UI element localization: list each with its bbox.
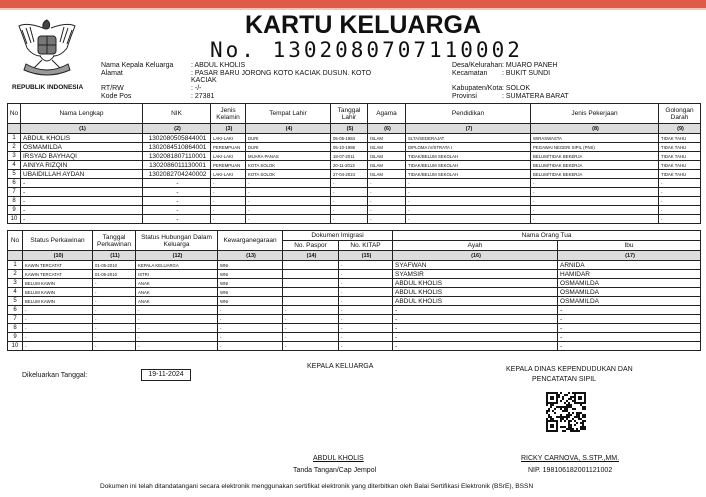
table-cell: 1302082704240002: [143, 170, 211, 179]
table-cell: -: [339, 288, 393, 297]
table-cell: LAKI-LAKI: [211, 134, 246, 143]
table-cell: -: [23, 342, 93, 351]
header-status-perkawinan: Status Perkawinan: [23, 231, 93, 251]
table-cell: TIDAK/BELUM SEKOLAH: [406, 170, 531, 179]
table-cell: ISLAM: [368, 152, 406, 161]
column-number: (17): [558, 251, 701, 261]
column-number: [8, 124, 21, 134]
qr-code-icon: [546, 392, 586, 432]
table-cell: SYAMSIR: [393, 270, 558, 279]
table-cell: -: [339, 297, 393, 306]
table-cell: -: [339, 324, 393, 333]
value-rtrw: : -/-: [191, 85, 202, 92]
header-col-5: Tanggal Lahir: [331, 104, 368, 124]
table-cell: -: [246, 197, 331, 206]
table-cell: ANAK: [136, 288, 218, 297]
column-number: (6): [368, 124, 406, 134]
table-cell: -: [23, 324, 93, 333]
table-cell: -: [659, 206, 701, 215]
table-cell: ISLAM: [368, 170, 406, 179]
table-cell: 3: [8, 152, 21, 161]
column-number: (16): [393, 251, 558, 261]
table-cell: WNI: [218, 261, 283, 270]
label-nama-kepala: Nama Kepala Keluarga: [101, 62, 174, 69]
table-cell: -: [136, 315, 218, 324]
table-cell: -: [331, 197, 368, 206]
table-row: [8, 315, 701, 324]
table-cell: -: [93, 315, 136, 324]
table-cell: -: [283, 315, 339, 324]
table-cell: -: [368, 197, 406, 206]
table-cell: LAKI-LAKI: [211, 170, 246, 179]
table-cell: AINIYA RIZQIN: [21, 161, 143, 170]
table-cell: PEREMPUAN: [211, 143, 246, 152]
column-number: (3): [211, 124, 246, 134]
table-row: [8, 279, 701, 288]
kepala-keluarga-caption: Tanda Tangan/Cap Jempol: [293, 467, 377, 474]
table-cell: -: [93, 324, 136, 333]
label-kabupaten: Kabupaten/Kota: [452, 85, 503, 92]
header-no-paspor: No. Paspor: [283, 241, 339, 251]
table-cell: -: [283, 306, 339, 315]
table-cell: 27-04-2024: [331, 170, 368, 179]
table-cell: -: [406, 206, 531, 215]
table-cell: [283, 261, 339, 270]
table-row: [8, 261, 701, 270]
table-cell: KAWIN TERCATAT: [23, 270, 93, 279]
table-cell: -: [218, 324, 283, 333]
table-cell: -: [136, 306, 218, 315]
label-rtrw: RT/RW: [101, 85, 124, 92]
table-cell: [283, 288, 339, 297]
table-cell: IRSYAD BAYHAQI: [21, 152, 143, 161]
table-cell: -: [218, 333, 283, 342]
table-cell: 8: [8, 324, 23, 333]
table-cell: ABDUL KHOLIS: [393, 279, 558, 288]
table-cell: -: [339, 342, 393, 351]
table-cell: -: [283, 342, 339, 351]
table-cell: -: [211, 188, 246, 197]
table-cell: -: [21, 215, 143, 224]
table-cell: -: [339, 315, 393, 324]
table-cell: -: [393, 306, 558, 315]
table-cell: -: [406, 188, 531, 197]
table-row: [8, 170, 701, 179]
label-provinsi: Provinsi: [452, 93, 477, 100]
table-cell: -: [531, 188, 659, 197]
table-row: [8, 270, 701, 279]
header-col-6: Agama: [368, 104, 406, 124]
header-ibu: Ibu: [558, 241, 701, 251]
table-cell: -: [659, 188, 701, 197]
table-cell: -: [143, 179, 211, 188]
table-cell: ISLAM: [368, 143, 406, 152]
table-cell: -: [136, 333, 218, 342]
column-number: (14): [283, 251, 339, 261]
table-cell: BELUM/TIDAK BEKERJA: [531, 170, 659, 179]
header-col-3: Jenis Kelamin: [211, 104, 246, 124]
table-cell: -: [21, 206, 143, 215]
value-kecamatan: : BUKIT SUNDI: [502, 69, 551, 77]
table-cell: ABDUL KHOLIS: [393, 288, 558, 297]
table-cell: -: [531, 206, 659, 215]
table-cell: -: [93, 297, 136, 306]
table-cell: BELUM/TIDAK BEKERJA: [531, 152, 659, 161]
header-nama-orang-tua: Nama Orang Tua: [393, 231, 701, 241]
column-number: (2): [143, 124, 211, 134]
table-cell: -: [406, 215, 531, 224]
table-cell: ANAK: [136, 297, 218, 306]
label-alamat: Alamat: [101, 69, 123, 77]
table-cell: WNI: [218, 297, 283, 306]
table-cell: LAKI-LAKI: [211, 152, 246, 161]
table-cell: -: [331, 206, 368, 215]
table-cell: -: [246, 206, 331, 215]
column-number: (13): [218, 251, 283, 261]
table-cell: ABDUL KHOLIS: [393, 297, 558, 306]
column-number: (12): [136, 251, 218, 261]
table-cell: -: [93, 279, 136, 288]
table-cell: -: [531, 215, 659, 224]
table-cell: -: [211, 197, 246, 206]
table-row: [8, 134, 701, 143]
table-cell: KEPALA KELUARGA: [136, 261, 218, 270]
table-cell: -: [23, 315, 93, 324]
table-cell: -: [136, 342, 218, 351]
label-kode-pos: Kode Pos: [101, 93, 132, 100]
value-nama-kepala: : ABDUL KHOLIS: [191, 62, 246, 69]
table-cell: WNI: [218, 288, 283, 297]
table-row: [8, 152, 701, 161]
table-cell: -: [558, 333, 701, 342]
table-cell: -: [93, 306, 136, 315]
dinas-head-name: RICKY CARNOVA, S.STP.,MM.: [521, 455, 620, 462]
table-row: [8, 288, 701, 297]
table-cell: WNI: [218, 279, 283, 288]
table-cell: TIDAK TAHU: [659, 134, 701, 143]
table-cell: SLTA/SEDERAJAT: [406, 134, 531, 143]
table-row: [8, 161, 701, 170]
table-cell: [283, 297, 339, 306]
table-cell: ABDUL KHOLIS: [21, 134, 143, 143]
table-row: [8, 342, 701, 351]
table-cell: 5: [8, 170, 21, 179]
dinas-title-1: KEPALA DINAS KEPENDUDUKAN DAN: [506, 366, 633, 373]
table-cell: WIRASWASTA: [531, 134, 659, 143]
table-cell: KAWIN TERCATAT: [23, 261, 93, 270]
header-tanggal-perkawinan: Tanggal Perkawinan: [93, 231, 136, 251]
table-cell: -: [143, 197, 211, 206]
header-col-1: Nama Lengkap: [21, 104, 143, 124]
table-cell: -: [558, 324, 701, 333]
dinas-title-2: PENCATATAN SIPIL: [532, 376, 597, 383]
table-cell: -: [339, 333, 393, 342]
table-cell: 10: [8, 215, 21, 224]
table-cell: -: [393, 333, 558, 342]
header-col-2: NIK: [143, 104, 211, 124]
family-members-table: [7, 103, 701, 224]
table-cell: -: [143, 215, 211, 224]
table-cell: OSMAMILDA: [558, 288, 701, 297]
table-cell: -: [331, 215, 368, 224]
table-cell: -: [283, 324, 339, 333]
table-cell: -: [211, 206, 246, 215]
table-row: [8, 206, 701, 215]
table-cell: -: [21, 188, 143, 197]
table-cell: -: [246, 179, 331, 188]
e-signature-note: Dokumen ini telah ditandatangani secara elektronik menggunakan sertifikat elektronik yang diterbitkan oleh Balai Sertifikasi Elektronik (BSrE), BSSN: [100, 483, 534, 490]
table-row: [8, 215, 701, 224]
table-cell: TIDAK/BELUM SEKOLAH: [406, 161, 531, 170]
table-cell: [283, 270, 339, 279]
table-cell: -: [21, 179, 143, 188]
table-row: [8, 188, 701, 197]
kepala-keluarga-title: KEPALA KELUARGA: [307, 363, 374, 370]
table-cell: PEREMPUAN: [211, 161, 246, 170]
header-ayah: Ayah: [393, 241, 558, 251]
table-cell: HAMIDAR: [558, 270, 701, 279]
header-col-7: Pendidikan: [406, 104, 531, 124]
table-cell: ANAK: [136, 279, 218, 288]
table-cell: -: [218, 342, 283, 351]
table-cell: 1302084510864001: [143, 143, 211, 152]
table-cell: 6: [8, 179, 21, 188]
table-cell: -: [23, 333, 93, 342]
column-number: (10): [23, 251, 93, 261]
table-cell: ARNIDA: [558, 261, 701, 270]
column-number: (8): [531, 124, 659, 134]
issued-label: Dikeluarkan Tanggal:: [22, 372, 88, 379]
table-cell: TIDAK TAHU: [659, 143, 701, 152]
value-kode-pos: : 27381: [191, 93, 215, 100]
column-number: (7): [406, 124, 531, 134]
table-cell: 1302086011130001: [143, 161, 211, 170]
table-cell: -: [659, 197, 701, 206]
table-cell: 1302081807110001: [143, 152, 211, 161]
top-bar-shadow: [0, 8, 706, 10]
value-kabupaten: : SOLOK: [502, 85, 531, 92]
value-desa: : MUARO PANEH: [502, 62, 558, 69]
emblem-caption: REPUBLIK INDONESIA: [12, 84, 84, 91]
table-cell: 05-10-1986: [331, 143, 368, 152]
table-row: [8, 179, 701, 188]
header-col-8: Jenis Pekerjaan: [531, 104, 659, 124]
table-cell: UBAIDILLAH AYDAN: [21, 170, 143, 179]
table-cell: 10: [8, 342, 23, 351]
table-cell: TIDAK TAHU: [659, 161, 701, 170]
dinas-head-nip: NIP. 198106182001121002: [528, 467, 613, 474]
table-cell: 1: [8, 261, 23, 270]
table-cell: 05-05-1984: [331, 134, 368, 143]
table-cell: -: [143, 206, 211, 215]
table-cell: OSMAMILDA: [21, 143, 143, 152]
info-right: [452, 62, 702, 102]
value-alamat: : PASAR BARU JORONG KOTO KACIAK DUSUN. KOTO: [191, 69, 372, 77]
table-cell: ISLAM: [368, 161, 406, 170]
table-cell: -: [368, 188, 406, 197]
table-row: [8, 197, 701, 206]
table-cell: 4: [8, 288, 23, 297]
table-cell: -: [659, 215, 701, 224]
label-desa: Desa/Kelurahan: [452, 62, 503, 69]
table-cell: -: [331, 179, 368, 188]
table-cell: -: [368, 206, 406, 215]
table-cell: -: [558, 306, 701, 315]
table-cell: KOTA SOLOK: [246, 161, 331, 170]
table-cell: -: [558, 315, 701, 324]
top-bar: [0, 0, 706, 8]
header-col-9: Golongan Darah: [659, 104, 701, 124]
table-cell: -: [23, 306, 93, 315]
table-cell: KOTA SOLOK: [246, 170, 331, 179]
table-cell: BELUM KAWIN: [23, 297, 93, 306]
table-cell: 9: [8, 206, 21, 215]
table-cell: 3: [8, 279, 23, 288]
table-row: [8, 324, 701, 333]
column-number: (11): [93, 251, 136, 261]
table-cell: 7: [8, 315, 23, 324]
table-cell: BELUM KAWIN: [23, 288, 93, 297]
value-provinsi: : SUMATERA BARAT: [502, 93, 569, 100]
table-cell: 2: [8, 143, 21, 152]
header-col-0: No: [8, 104, 21, 124]
table-cell: -: [339, 279, 393, 288]
table-cell: 6: [8, 306, 23, 315]
table-cell: -: [393, 324, 558, 333]
table-cell: -: [246, 215, 331, 224]
table-cell: 5: [8, 297, 23, 306]
table-cell: -: [331, 188, 368, 197]
column-number: (4): [246, 124, 331, 134]
table-cell: -: [406, 197, 531, 206]
family-status-table: [7, 230, 701, 351]
table-cell: 2: [8, 270, 23, 279]
table-cell: 1302080505844001: [143, 134, 211, 143]
table-row: [8, 297, 701, 306]
table-cell: DURI: [246, 134, 331, 143]
table-cell: -: [558, 342, 701, 351]
table-cell: 18-07-2011: [331, 152, 368, 161]
column-number: [8, 251, 23, 261]
header-no: No: [8, 231, 23, 251]
table-cell: 1: [8, 134, 21, 143]
table-cell: -: [21, 197, 143, 206]
issued-date: 19-11-2024: [141, 369, 191, 381]
table-cell: -: [93, 342, 136, 351]
table-row: [8, 306, 701, 315]
table-cell: OSMAMILDA: [558, 297, 701, 306]
table-cell: -: [93, 288, 136, 297]
value-alamat-2: KACIAK: [191, 77, 217, 84]
table-cell: -: [218, 315, 283, 324]
info-left: [101, 62, 401, 102]
table-cell: 20-11-2013: [331, 161, 368, 170]
table-cell: TIDAK TAHU: [659, 152, 701, 161]
table-cell: -: [368, 179, 406, 188]
table-cell: -: [368, 215, 406, 224]
table-cell: -: [211, 215, 246, 224]
table-cell: WNI: [218, 270, 283, 279]
table-cell: 01-05-2010: [93, 270, 136, 279]
table-cell: -: [283, 333, 339, 342]
header-status-hubungan: Status Hubungan Dalam Keluarga: [136, 231, 218, 251]
label-kecamatan: Kecamatan: [452, 69, 488, 77]
column-number: (15): [339, 251, 393, 261]
table-cell: 7: [8, 188, 21, 197]
table-cell: [283, 279, 339, 288]
table-cell: -: [406, 179, 531, 188]
table-cell: DURI: [246, 143, 331, 152]
table-row: [8, 143, 701, 152]
table-cell: -: [246, 188, 331, 197]
table-cell: -: [93, 333, 136, 342]
table-cell: -: [211, 179, 246, 188]
table-cell: -: [531, 197, 659, 206]
table-cell: MUARA PANAS: [246, 152, 331, 161]
table-row: [8, 333, 701, 342]
table-cell: -: [218, 306, 283, 315]
table-cell: BELUM/TIDAK BEKERJA: [531, 161, 659, 170]
table-cell: -: [393, 342, 558, 351]
table-cell: 8: [8, 197, 21, 206]
table-cell: 4: [8, 161, 21, 170]
column-number: (5): [331, 124, 368, 134]
table-cell: SYAFWAN: [393, 261, 558, 270]
table-cell: DIPLOMA IV/STRATA I: [406, 143, 531, 152]
table-cell: ISLAM: [368, 134, 406, 143]
header-no-kitap: No. KITAP: [339, 241, 393, 251]
header-kewarganegaraan: Kewarganegaraan: [218, 231, 283, 251]
table-cell: -: [393, 315, 558, 324]
table-cell: -: [531, 179, 659, 188]
table-cell: -: [339, 261, 393, 270]
table-cell: -: [339, 306, 393, 315]
table-cell: -: [143, 188, 211, 197]
table-cell: PEGAWAI NEGERI SIPIL (PNS): [531, 143, 659, 152]
kk-number: No. 1302080707110002: [210, 38, 523, 62]
table-cell: TIDAK TAHU: [659, 170, 701, 179]
table-cell: OSMAMILDA: [558, 279, 701, 288]
kepala-keluarga-name: ABDUL KHOLIS: [313, 455, 364, 462]
table-cell: BELUM KAWIN: [23, 279, 93, 288]
table-cell: -: [339, 270, 393, 279]
table-cell: 9: [8, 333, 23, 342]
column-number: (9): [659, 124, 701, 134]
table-cell: TIDAK/BELUM SEKOLAH: [406, 152, 531, 161]
table-cell: 01-05-2010: [93, 261, 136, 270]
table-cell: -: [136, 324, 218, 333]
document-title: KARTU KELUARGA: [244, 11, 482, 39]
header-dokumen-imigrasi: Dokumen Imigrasi: [283, 231, 393, 241]
header-col-4: Tempat Lahir: [246, 104, 331, 124]
column-number: (1): [21, 124, 143, 134]
table-cell: ISTRI: [136, 270, 218, 279]
table-cell: -: [659, 179, 701, 188]
